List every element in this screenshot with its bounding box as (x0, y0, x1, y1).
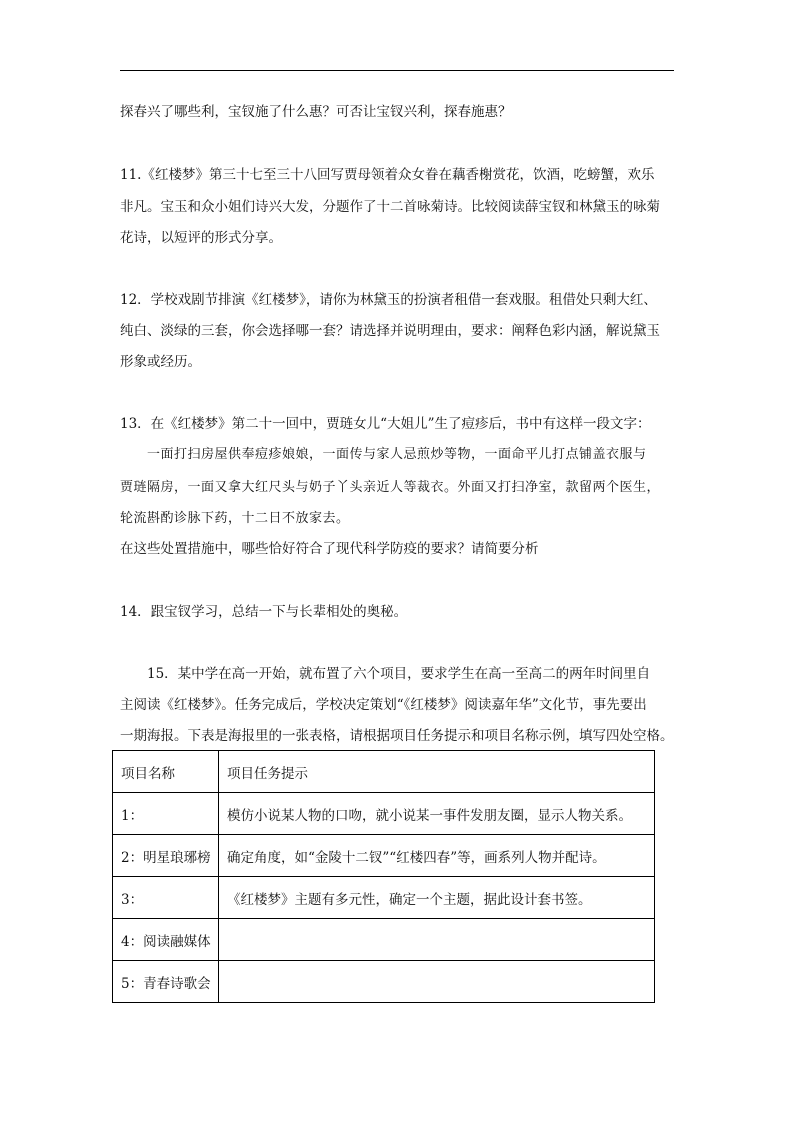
project-name-cell: 2：明星琅琊榜 (113, 835, 219, 877)
q12-line: 12．学校戏剧节排演《红楼梦》，请你为林黛玉的扮演者租借一套戏服。租借处只剩大红、 (120, 292, 657, 308)
q13-quote-line: 一面打扫房屋供奉痘疹娘娘，一面传与家人忌煎炒等物，一面命平儿打点铺盖衣服与 (147, 447, 647, 462)
header-project-name: 项目名称 (113, 751, 219, 793)
q12-line: 纯白、淡绿的三套，你会选择哪一套？请选择并说明理由，要求：阐释色彩内涵，解说黛玉 (120, 323, 660, 339)
project-name-cell: 3： (113, 877, 219, 919)
question-14: 14．跟宝钗学习，总结一下与长辈相处的奥秘。 (120, 604, 408, 620)
project-table (112, 750, 655, 1003)
q15-line: 一期海报。下表是海报里的一张表格，请根据项目任务提示和项目名称示例，填写四处空格。 (120, 728, 674, 744)
task-hint-cell: 《红楼梦》主题有多元性，确定一个主题，据此设计套书签。 (219, 877, 655, 919)
task-hint-cell (219, 961, 655, 1003)
q13-intro: 13．在《红楼梦》第二十一回中，贾琏女儿“大姐儿”生了痘疹后，书中有这样一段文字： (120, 416, 651, 432)
q13-question: 在这些处置措施中，哪些恰好符合了现代科学防疫的要求？请简要分析 (120, 541, 539, 557)
project-name-cell: 1： (113, 793, 219, 835)
task-hint-cell: 确定角度，如“金陵十二钗”“红楼四春”等，画系列人物并配诗。 (219, 835, 655, 877)
project-name-cell: 5：青春诗歌会 (113, 961, 219, 1003)
table-row (113, 961, 655, 1003)
task-hint-cell (219, 919, 655, 961)
project-name-cell: 4：阅读融媒体 (113, 919, 219, 961)
table-row (113, 919, 655, 961)
q10-tail-text: 探春兴了哪些利，宝钗施了什么惠？可否让宝钗兴利，探春施惠？ (120, 104, 512, 120)
table-row (113, 877, 655, 919)
header-rule (120, 70, 674, 71)
table-row (113, 793, 655, 835)
header-task-hint: 项目任务提示 (219, 751, 655, 793)
q15-line: 15．某中学在高一开始，就布置了六个项目，要求学生在高一至高二的两年时间里自 (147, 666, 651, 682)
table-header-row (113, 751, 655, 793)
q13-quote-line: 轮流斟酌诊脉下药，十二日不放家去。 (120, 511, 350, 526)
q11-line: 11.《红楼梦》第三十七至三十八回写贾母领着众女眷在藕香榭赏花，饮酒，吃螃蟹，欢乐 (120, 167, 655, 183)
q15-line: 主阅读《红楼梦》。任务完成后，学校决定策划“《红楼梦》阅读嘉年华”文化节，事先要出 (120, 697, 647, 713)
table-row (113, 835, 655, 877)
q13-quote-line: 贾琏隔房，一面又拿大红尺头与奶子丫头亲近人等裁衣。外面又打扫净室，款留两个医生， (120, 480, 661, 495)
q12-line: 形象或经历。 (120, 354, 201, 370)
task-hint-cell: 模仿小说某人物的口吻，就小说某一事件发朋友圈，显示人物关系。 (219, 793, 655, 835)
q11-line: 花诗，以短评的形式分享。 (120, 230, 282, 246)
q11-line: 非凡。宝玉和众小姐们诗兴大发，分题作了十二首咏菊诗。比较阅读薛宝钗和林黛玉的咏菊 (120, 199, 660, 215)
